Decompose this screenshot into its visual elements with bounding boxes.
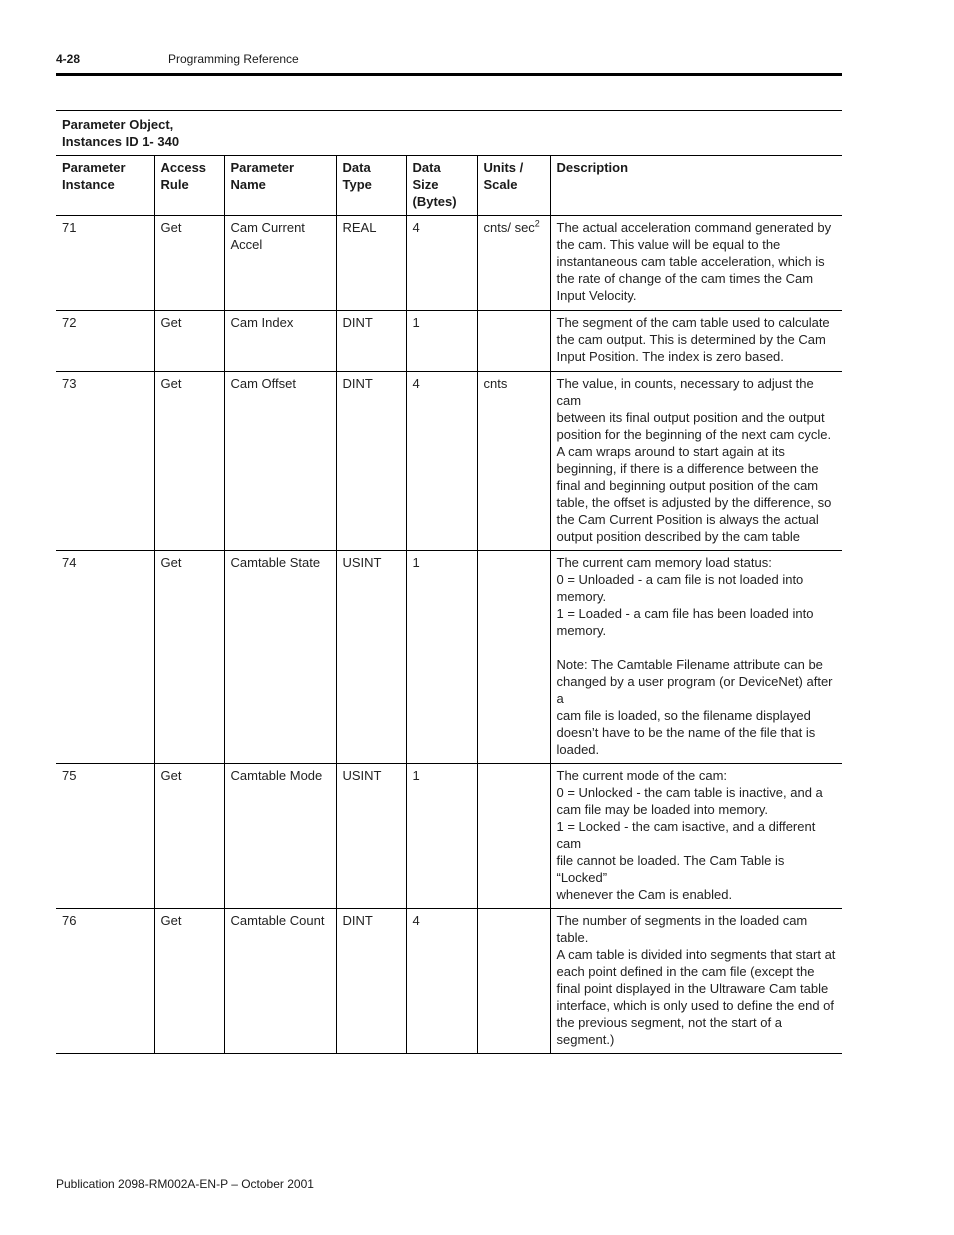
cell-text-line: Input Position. The index is zero based. [556,349,784,364]
cell-access-rule: Get [154,909,224,1054]
table-title [56,110,842,155]
cell-text-line: The actual acceleration command generated by [556,220,832,235]
table-title-line: Instances ID 1- 340 [62,134,180,149]
header-line: Name [230,177,266,192]
table-row [56,551,842,764]
cell-data-type: USINT [336,764,406,909]
cell-text-line: 1 = Locked - the cam isactive, and a different cam [556,819,816,851]
cell-text-line: Camtable Count [230,913,325,928]
cell-text-line: beginning, if there is a difference between the [556,461,819,476]
units-text: cnts [483,376,508,391]
table-row [56,311,842,372]
cell-text-line: The number of segments in the loaded cam table. [556,913,808,945]
cell-data-type: DINT [336,909,406,1054]
cell-text-line: between its final output position and the output [556,410,825,425]
cell-instance: 72 [62,315,77,330]
cell-access-rule: Get [154,311,224,372]
running-header-title: Programming Reference [168,52,299,66]
cell-units [477,764,550,909]
cell-description [550,909,842,1054]
cell-text-line: Input Velocity. [556,288,637,303]
table-row [56,372,842,551]
units-superscript: 2 [534,218,540,229]
header-line: Data [342,160,371,175]
cell-description [550,311,842,372]
table-body [56,216,842,1054]
cell-text-line: memory. [556,589,607,604]
cell-text-line: position for the beginning of the next cam cycle. [556,427,832,442]
cell-text-line: file cannot be loaded. The Cam Table is “Locked” [556,853,785,885]
cell-text-line: Note: The Camtable Filename attribute can be [556,657,823,672]
cell-data-size: 4 [406,909,477,1054]
cell-parameter-name [224,372,336,551]
cell-data-size: 4 [406,372,477,551]
cell-text-line: The segment of the cam table used to calculate [556,315,830,330]
cell-text-line: Cam Index [230,315,294,330]
header-line: Instance [62,177,115,192]
cell-text-line: A cam table is divided into segments that start at [556,947,836,962]
cell-parameter-name [224,311,336,372]
cell-text-line: final point displayed in the Ultraware Cam table [556,981,829,996]
cell-text-line: Camtable Mode [230,768,323,783]
cell-text-line: whenever the Cam is enabled. [556,887,733,902]
cell-text-line: instantaneous cam table acceleration, which is [556,254,825,269]
cell-instance: 71 [62,220,77,235]
cell-units [477,372,550,551]
cell-data-type: USINT [336,551,406,764]
header-line: Units / [483,160,524,175]
column-header-units [477,156,550,216]
page-number: 4-28 [56,52,81,66]
cell-text-line: Accel [230,237,263,252]
cell-data-type: DINT [336,311,406,372]
header-line: (Bytes) [412,194,457,209]
cell-text-line: Cam Current [230,220,305,235]
column-header-instance [56,156,154,216]
header-line: Access [160,160,207,175]
table-title-line: Parameter Object, [62,117,174,132]
cell-access-rule: Get [154,764,224,909]
cell-instance: 75 [62,768,77,783]
column-header-name [224,156,336,216]
header-line: Size [412,177,439,192]
cell-text-line: The value, in counts, necessary to adjust the cam [556,376,814,408]
cell-access-rule: Get [154,551,224,764]
header-line: Data [412,160,441,175]
cell-text-line: doesn’t have to be the name of the file that is [556,725,816,740]
cell-text-line: A cam wraps around to start again at its [556,444,785,459]
cell-text-line: output position described by the cam table [556,529,801,544]
column-header-access [154,156,224,216]
cell-access-rule: Get [154,372,224,551]
cell-parameter-name [224,764,336,909]
cell-parameter-name [224,216,336,311]
cell-text-line: final and beginning output position of the cam [556,478,819,493]
cell-text-line: the cam. This value will be equal to the [556,237,781,252]
cell-text-line: the rate of change of the cam times the Cam [556,271,814,286]
header-rule [56,73,842,76]
cell-text-line: the cam output. This is determined by the Cam [556,332,826,347]
cell-text-line: Camtable State [230,555,321,570]
cell-text-line: 1 = Loaded - a cam file has been loaded into [556,606,814,621]
cell-text-line: memory. [556,623,607,638]
cell-access-rule: Get [154,216,224,311]
column-header-type [336,156,406,216]
cell-instance: 76 [62,913,77,928]
cell-text-line: cam file is loaded, so the filename displayed [556,708,811,723]
cell-description [550,372,842,551]
cell-units [477,311,550,372]
cell-data-size: 1 [406,311,477,372]
cell-description [550,551,842,764]
cell-data-size: 1 [406,764,477,909]
cell-data-type: DINT [336,372,406,551]
table-row [56,764,842,909]
cell-parameter-name [224,909,336,1054]
cell-instance: 74 [62,555,77,570]
header-line: Parameter [230,160,295,175]
cell-text-line: Cam Offset [230,376,297,391]
cell-text-line: changed by a user program (or DeviceNet) after a [556,674,833,706]
table-row [56,909,842,1054]
cell-data-size: 4 [406,216,477,311]
cell-description [550,216,842,311]
parameter-table [56,155,842,1054]
header-line: Scale [483,177,518,192]
units-text: cnts/ sec [483,220,535,235]
cell-text-line: the Cam Current Position is always the actual [556,512,819,527]
table-row [56,216,842,311]
parameter-table-block [56,110,842,1054]
header-line: Rule [160,177,189,192]
cell-units [477,909,550,1054]
cell-text-line: cam file may be loaded into memory. [556,802,768,817]
publication-footer: Publication 2098-RM002A-EN-P – October 2001 [56,1177,314,1191]
cell-description [550,764,842,909]
cell-text-line: The current cam memory load status: [556,555,772,570]
cell-text-line: 0 = Unloaded - a cam file is not loaded into [556,572,804,587]
cell-text-line: 0 = Unlocked - the cam table is inactive, and a [556,785,823,800]
column-header-description [550,156,842,216]
cell-text-line: the previous segment, not the start of a segment.) [556,1015,782,1047]
cell-text-line: each point defined in the cam file (except the [556,964,815,979]
cell-text-line: The current mode of the cam: [556,768,728,783]
cell-parameter-name [224,551,336,764]
table-header-row [56,156,842,216]
cell-units [477,216,550,311]
header-line: Description [556,160,629,175]
cell-text-line: table, the offset is adjusted by the difference, so [556,495,832,510]
column-header-size [406,156,477,216]
cell-data-size: 1 [406,551,477,764]
cell-units [477,551,550,764]
cell-instance: 73 [62,376,77,391]
cell-text-line: loaded. [556,742,600,757]
header-line: Type [342,177,372,192]
cell-data-type: REAL [336,216,406,311]
cell-text-line [557,639,837,656]
header-line: Parameter [62,160,126,175]
cell-text-line: interface, which is only used to define the end of [556,998,835,1013]
